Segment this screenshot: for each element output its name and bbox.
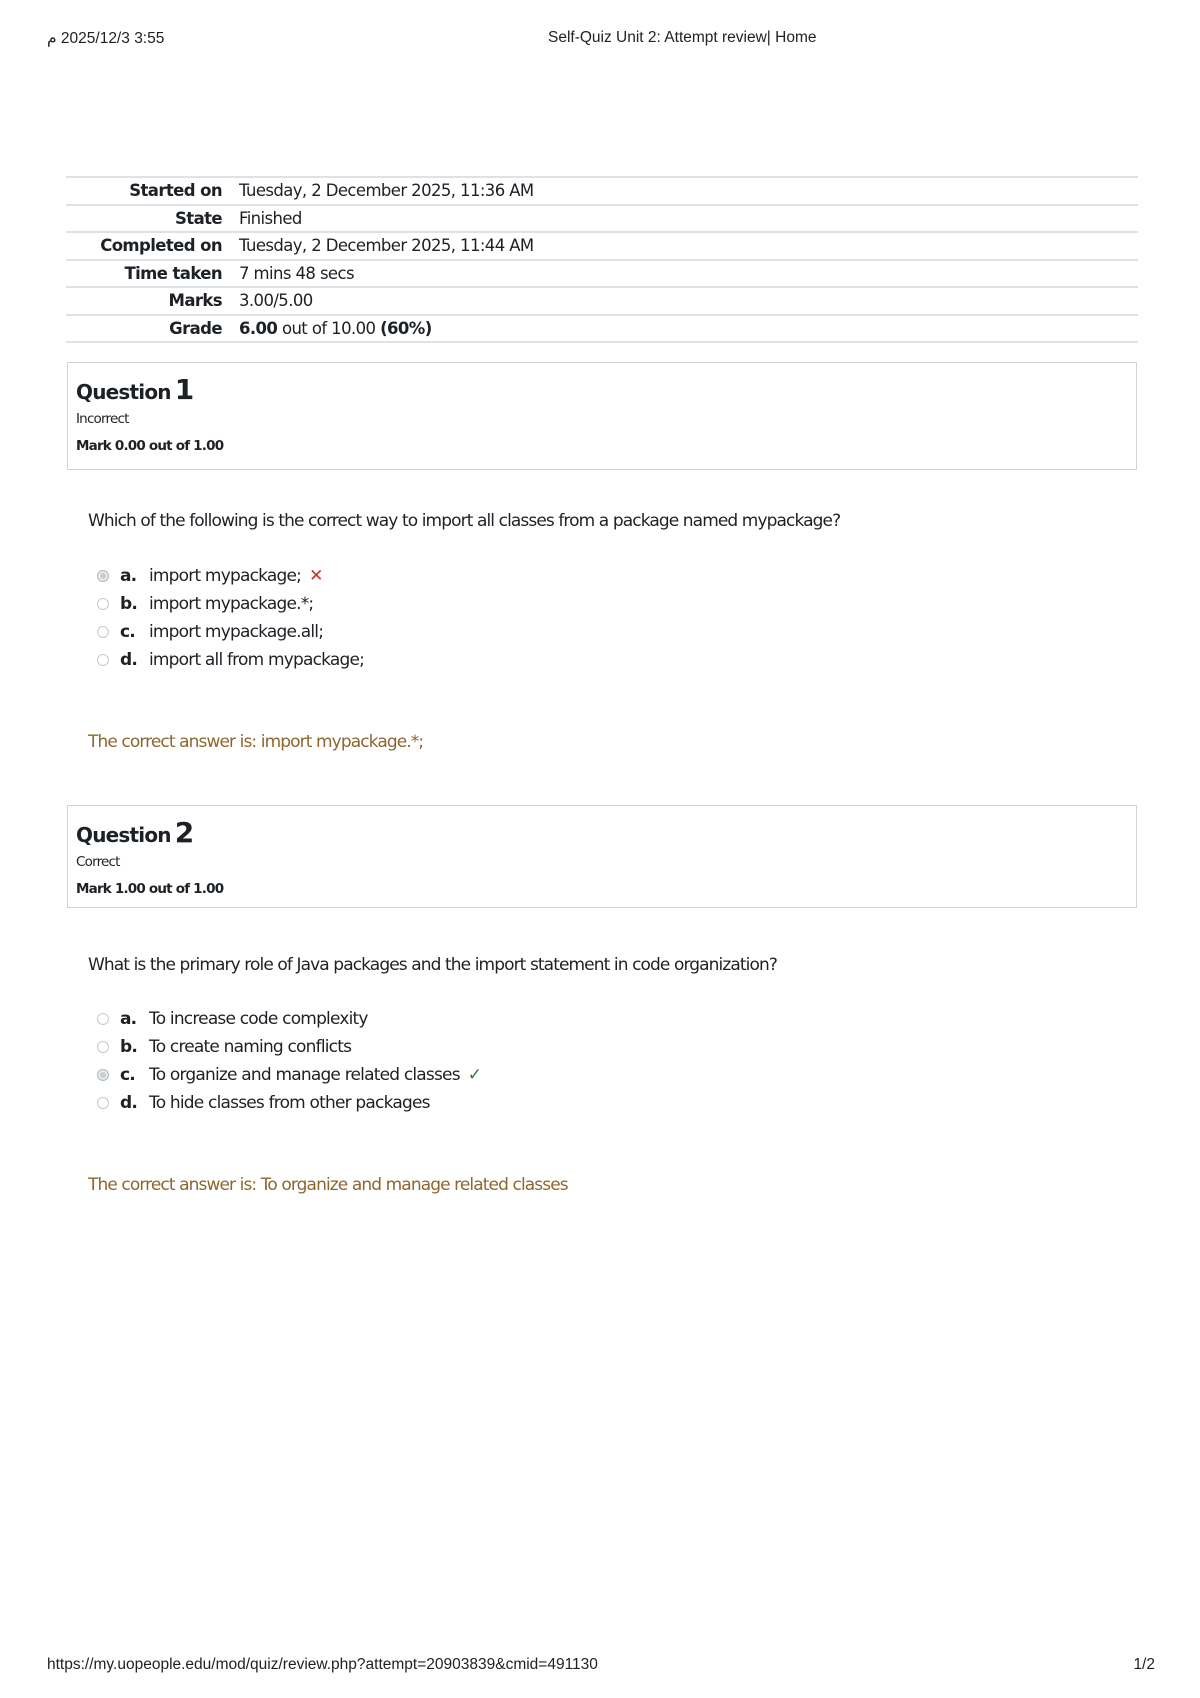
answer-option — [97, 1089, 997, 1117]
question-text-2: What is the primary role of Java packages and the import statement in code organization? — [88, 955, 778, 975]
answer-list-2 — [97, 1005, 997, 1117]
answer-option — [97, 562, 997, 590]
grade-value — [239, 319, 1138, 338]
state-label: State — [175, 208, 222, 228]
answer-list-1 — [97, 562, 997, 674]
answer-option — [97, 1005, 997, 1033]
grade-out-of: out of 10.00 — [277, 318, 381, 338]
marks-label: Marks — [168, 291, 222, 311]
answer-text: To hide classes from other packages — [149, 1093, 430, 1113]
question-num: 1 — [174, 373, 194, 406]
radio-icon[interactable] — [97, 626, 109, 638]
print-doc-title: Self-Quiz Unit 2: Attempt review| Home — [548, 29, 817, 46]
summary-row-marks — [66, 288, 1138, 316]
answer-text: To create naming conflicts — [149, 1037, 352, 1057]
grade-label: Grade — [169, 318, 222, 338]
right-answer-1: The correct answer is: import mypackage.*; — [88, 732, 424, 752]
question-grade: Mark 0.00 out of 1.00 — [76, 438, 224, 454]
answer-letter: a. — [120, 566, 137, 586]
answer-letter: a. — [120, 1009, 137, 1029]
answer-option — [97, 646, 997, 674]
question-text-1: Which of the following is the correct way to import all classes from a package named mypackage? — [88, 511, 841, 531]
print-footer — [0, 1656, 1200, 1678]
grade-percent: (60%) — [380, 318, 432, 338]
answer-letter: d. — [120, 650, 138, 670]
question-state: Incorrect — [76, 411, 129, 427]
question-state: Correct — [76, 854, 120, 870]
question-info-2 — [67, 805, 1137, 908]
answer-option — [97, 618, 997, 646]
answer-letter: c. — [120, 1065, 135, 1085]
time-taken-value: 7 mins 48 secs — [239, 263, 354, 283]
answer-letter: c. — [120, 622, 135, 642]
summary-row-started-on — [66, 178, 1138, 206]
question-grade: Mark 1.00 out of 1.00 — [76, 881, 224, 897]
radio-checked-icon[interactable] — [97, 1069, 109, 1081]
answer-option — [97, 1033, 997, 1061]
answer-option — [97, 1061, 997, 1089]
right-answer-2: The correct answer is: To organize and manage related classes — [88, 1175, 568, 1195]
question-number-1 — [76, 373, 193, 406]
completed-on-label: Completed on — [100, 236, 222, 256]
answer-letter: b. — [120, 594, 138, 614]
question-label: Question — [76, 823, 171, 847]
answer-letter: b. — [120, 1037, 138, 1057]
print-page-number: 1/2 — [1133, 1656, 1155, 1673]
print-url: https://my.uopeople.edu/mod/quiz/review.php?attempt=20903839&cmid=491130 — [47, 1656, 598, 1673]
answer-text: To increase code complexity — [149, 1009, 368, 1029]
radio-icon[interactable] — [97, 1013, 109, 1025]
print-header — [0, 29, 1200, 51]
grade-score: 6.00 — [239, 318, 278, 338]
summary-row-state — [66, 206, 1138, 234]
completed-on-value: Tuesday, 2 December 2025, 11:44 AM — [239, 236, 534, 256]
summary-row-completed-on — [66, 233, 1138, 261]
print-datetime: 3:55 2025/12/3 م — [47, 30, 165, 47]
marks-value: 3.00/5.00 — [239, 291, 313, 311]
radio-icon[interactable] — [97, 598, 109, 610]
correct-check-icon: ✓ — [467, 1064, 482, 1085]
answer-text: import mypackage.all; — [149, 622, 324, 642]
state-value: Finished — [239, 208, 302, 228]
answer-letter: d. — [120, 1093, 138, 1113]
started-on-label: Started on — [129, 181, 222, 201]
started-on-value: Tuesday, 2 December 2025, 11:36 AM — [239, 181, 534, 201]
question-label: Question — [76, 380, 171, 404]
radio-icon[interactable] — [97, 1097, 109, 1109]
incorrect-cross-icon: ✕ — [309, 565, 323, 586]
question-number-2 — [76, 816, 193, 849]
answer-text: import mypackage.*; — [149, 594, 314, 614]
answer-option — [97, 590, 997, 618]
answer-text: import all from mypackage; — [149, 650, 365, 670]
time-taken-label: Time taken — [124, 263, 222, 283]
attempt-summary-table — [66, 176, 1138, 343]
radio-icon[interactable] — [97, 1041, 109, 1053]
question-num: 2 — [174, 816, 194, 849]
radio-icon[interactable] — [97, 654, 109, 666]
summary-row-grade — [66, 316, 1138, 344]
radio-checked-icon[interactable] — [97, 570, 109, 582]
summary-row-time-taken — [66, 261, 1138, 289]
answer-text: import mypackage; — [149, 566, 302, 586]
answer-text: To organize and manage related classes — [149, 1065, 460, 1085]
question-info-1 — [67, 362, 1137, 470]
